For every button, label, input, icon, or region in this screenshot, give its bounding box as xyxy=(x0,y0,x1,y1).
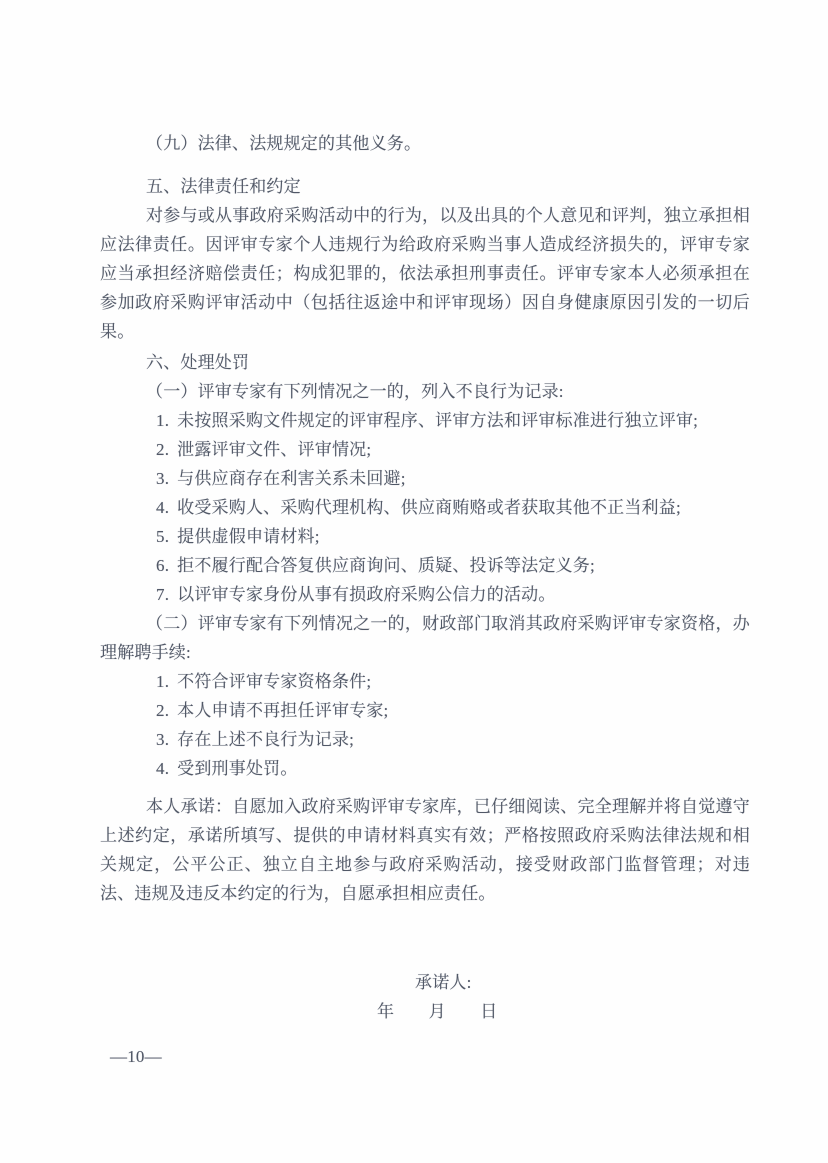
list-item-text: 以评审专家身份从事有损政府采购公信力的活动。 xyxy=(177,585,556,604)
list-item-text: 与供应商存在利害关系未回避; xyxy=(177,469,406,488)
list-item xyxy=(100,696,750,725)
list-item xyxy=(100,754,750,783)
list-item-text: 存在上述不良行为记录; xyxy=(177,730,355,749)
list-item xyxy=(100,725,750,754)
list-item-number: 2. xyxy=(156,701,170,720)
list-item xyxy=(100,435,750,464)
section-5-heading: 五、法律责任和约定 xyxy=(146,177,301,196)
subsection-2-intro: （二）评审专家有下列情况之一的，财政部门取消其政府采购评审专家资格，办理解聘手续: xyxy=(100,614,750,662)
list-item-text: 受到刑事处罚。 xyxy=(177,759,298,778)
bad-behavior-list xyxy=(100,406,750,609)
list-item xyxy=(100,493,750,522)
disqualification-list xyxy=(100,667,750,783)
list-item-number: 3. xyxy=(156,469,170,488)
list-item-number: 3. xyxy=(156,730,170,749)
list-item xyxy=(100,406,750,435)
list-item-number: 1. xyxy=(156,411,170,430)
list-item-number: 1. xyxy=(156,672,170,691)
section-6-heading: 六、处理处罚 xyxy=(146,353,250,372)
list-item xyxy=(100,580,750,609)
section-5-body: 对参与或从事政府采购活动中的行为，以及出具的个人意见和评判，独立承担相应法律责任。因评审专家个人违规行为给政府采购当事人造成经济损失的，评审专家应当承担经济赔偿责任；构成犯罪的，依法承担刑事责任。评审专家本人必须承担在参加政府采购评审活动中（包括往返途中和评审现场）因自身健康原因引发的一切后果。 xyxy=(100,206,750,341)
list-item xyxy=(100,667,750,696)
list-item-text: 本人申请不再担任评审专家; xyxy=(177,701,389,720)
list-item-text: 拒不履行配合答复供应商询问、质疑、投诉等法定义务; xyxy=(177,556,595,575)
signature-block xyxy=(100,968,750,1026)
list-item-number: 4. xyxy=(156,759,170,778)
list-item xyxy=(100,551,750,580)
list-item-number: 2. xyxy=(156,440,170,459)
list-item-number: 7. xyxy=(156,585,170,604)
list-item-text: 收受采购人、采购代理机构、供应商贿赂或者获取其他不正当利益; xyxy=(177,498,681,517)
list-item-number: 6. xyxy=(156,556,170,575)
page-number: —10— xyxy=(110,1047,162,1066)
list-item-number: 5. xyxy=(156,527,170,546)
date-line: 年 月 日 xyxy=(377,1002,498,1021)
list-item-number: 4. xyxy=(156,498,170,517)
list-item-text: 泄露评审文件、评审情况; xyxy=(177,440,372,459)
subsection-1-intro: （一）评审专家有下列情况之一的，列入不良行为记录: xyxy=(146,382,564,401)
list-item xyxy=(100,464,750,493)
list-item xyxy=(100,522,750,551)
list-item-text: 未按照采购文件规定的评审程序、评审方法和评审标准进行独立评审; xyxy=(177,411,699,430)
promisor-label: 承诺人: xyxy=(415,973,472,992)
clause-nine-paragraph: （九）法律、法规规定的其他义务。 xyxy=(146,134,422,153)
list-item-text: 提供虚假申请材料; xyxy=(177,527,320,546)
commitment-paragraph: 本人承诺：自愿加入政府采购评审专家库，已仔细阅读、完全理解并将自觉遵守上述约定，承诺所填写、提供的申请材料真实有效；严格按照政府采购法律法规和相关规定，公平公正、独立自主地参与政府采购活动，接受财政部门监督管理；对违法、违规及违反本约定的行为，自愿承担相应责任。 xyxy=(100,797,750,903)
page-content xyxy=(100,129,750,1071)
list-item-text: 不符合评审专家资格条件; xyxy=(177,672,372,691)
